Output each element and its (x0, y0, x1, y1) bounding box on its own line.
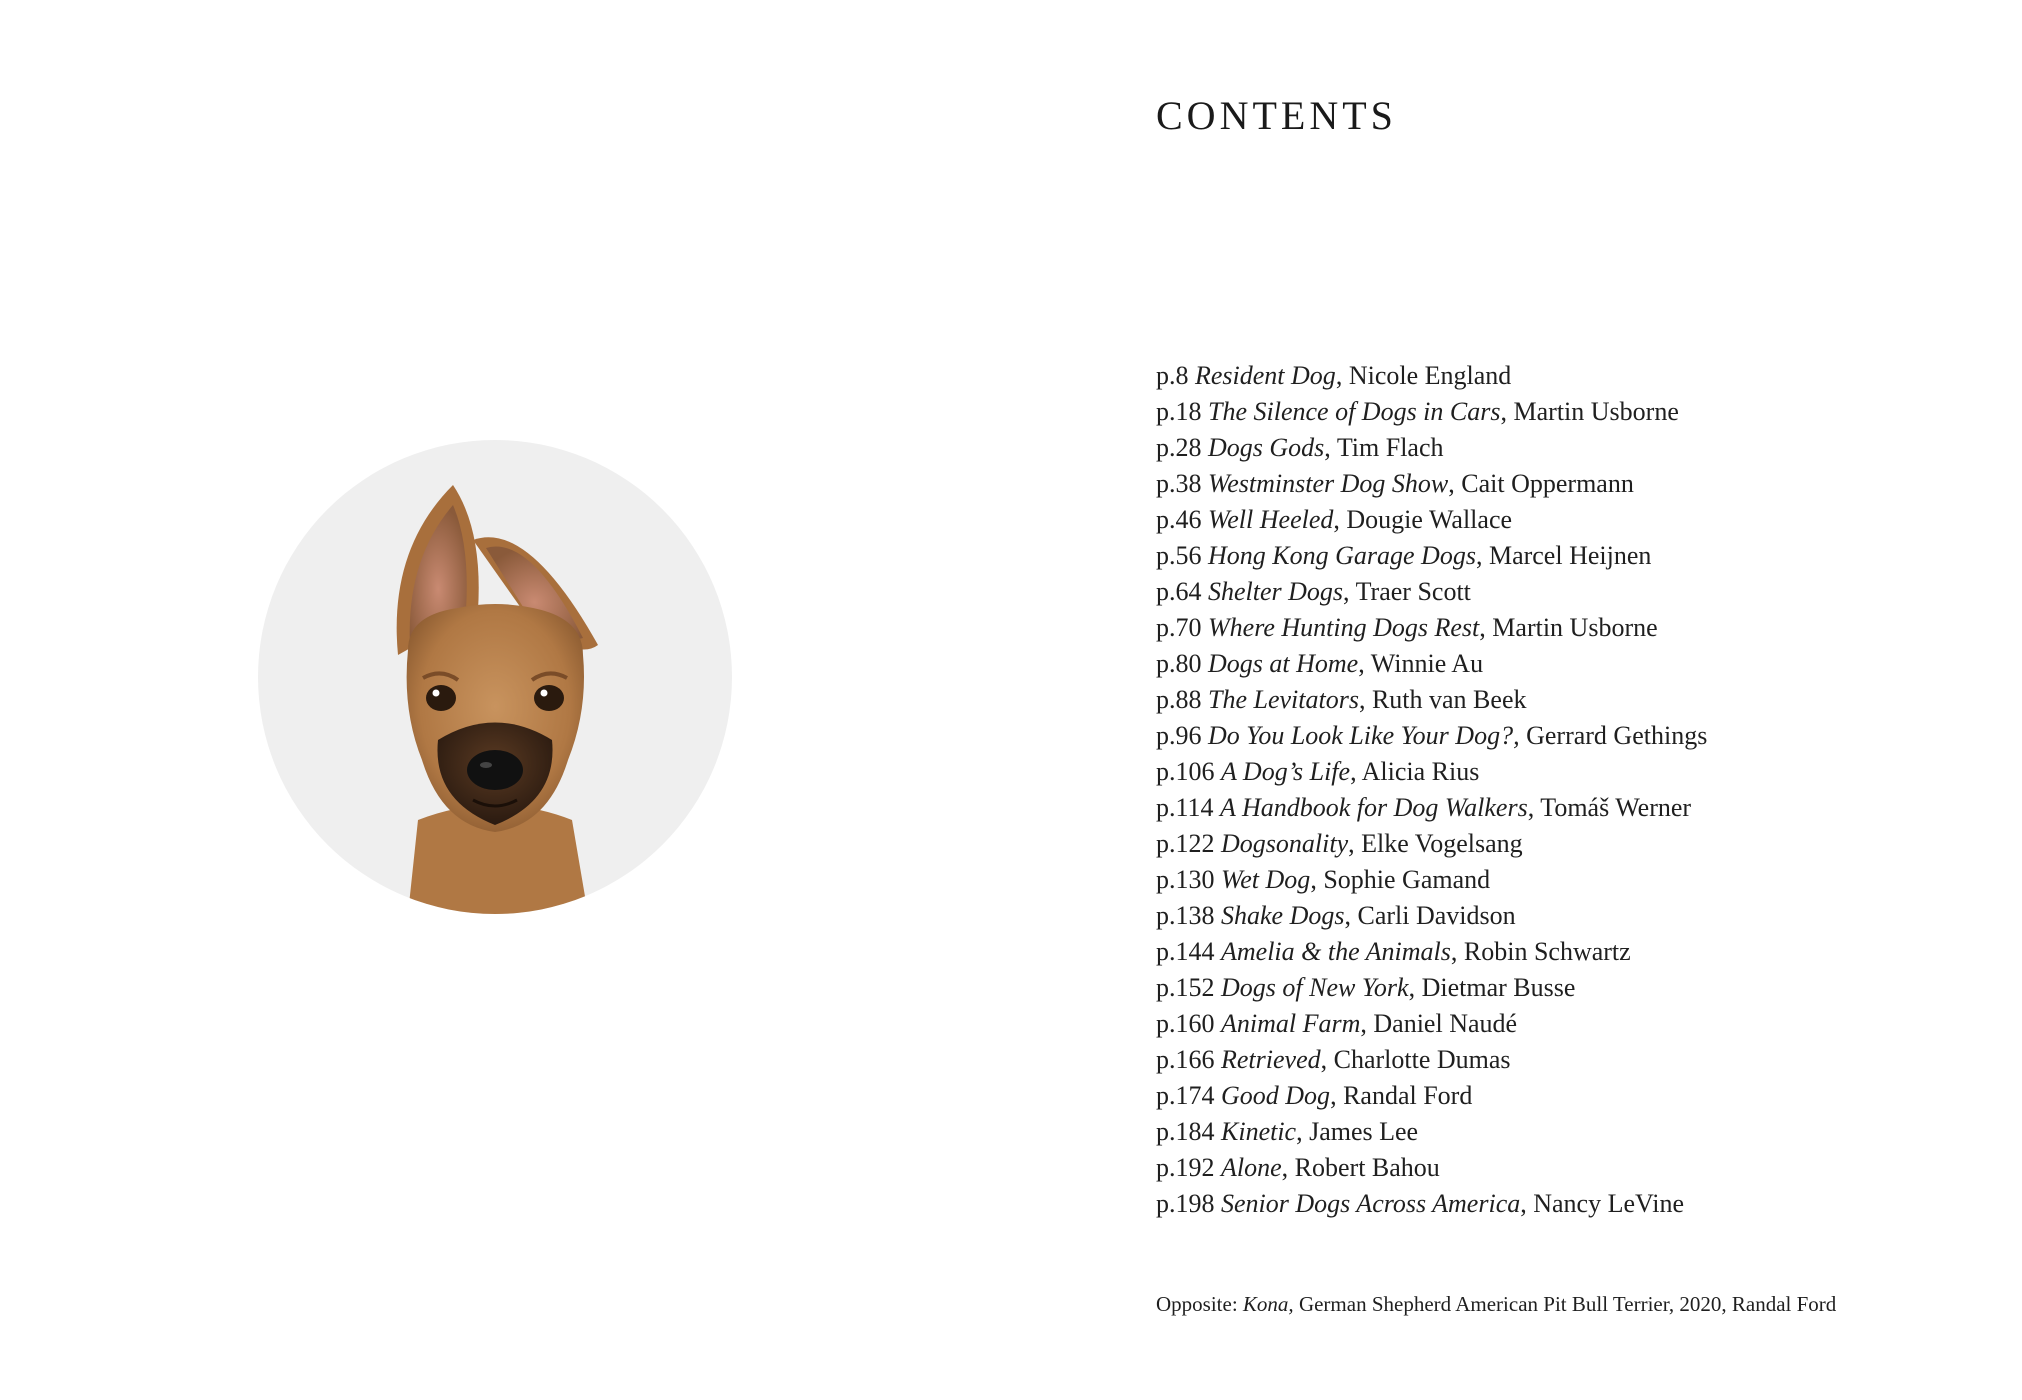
toc-separator: , (1320, 1045, 1334, 1074)
toc-separator: , (1527, 793, 1541, 822)
toc-author: Robert Bahou (1294, 1153, 1440, 1182)
toc-entry (1156, 502, 1707, 538)
toc-separator: , (1350, 757, 1362, 786)
toc-separator: , (1344, 901, 1358, 930)
toc-page-number: p.70 (1156, 613, 1202, 642)
toc-author: Randal Ford (1343, 1081, 1473, 1110)
toc-entry (1156, 826, 1707, 862)
toc-page-number: p.174 (1156, 1081, 1215, 1110)
toc-page-number: p.130 (1156, 865, 1215, 894)
toc-separator: , (1358, 649, 1371, 678)
toc-page-number: p.56 (1156, 541, 1202, 570)
toc-page-number: p.8 (1156, 361, 1189, 390)
toc-separator: , (1333, 505, 1347, 534)
caption-title: Kona, (1242, 1292, 1294, 1316)
toc-chapter-title: Senior Dogs Across America (1221, 1189, 1521, 1218)
toc-chapter-title: The Levitators (1208, 685, 1359, 714)
toc-entry (1156, 538, 1707, 574)
toc-page-number: p.46 (1156, 505, 1202, 534)
toc-chapter-title: Alone (1221, 1153, 1282, 1182)
toc-entry (1156, 862, 1707, 898)
toc-page-number: p.96 (1156, 721, 1202, 750)
toc-separator: , (1500, 397, 1514, 426)
toc-entry (1156, 934, 1707, 970)
toc-author: Alicia Rius (1361, 757, 1480, 786)
toc-author: Ruth van Beek (1371, 685, 1527, 714)
toc-chapter-title: Wet Dog (1221, 865, 1311, 894)
toc-entry (1156, 466, 1707, 502)
toc-author: Carli Davidson (1357, 901, 1516, 930)
toc-entry (1156, 646, 1707, 682)
toc-chapter-title: Westminster Dog Show (1208, 469, 1449, 498)
toc-author: Tomáš Werner (1540, 793, 1692, 822)
toc-entry (1156, 430, 1707, 466)
toc-page-number: p.18 (1156, 397, 1202, 426)
toc-author: Martin Usborne (1513, 397, 1679, 426)
toc-page-number: p.114 (1156, 793, 1214, 822)
dog-portrait-image (258, 440, 732, 914)
contents-heading: CONTENTS (1156, 93, 1397, 138)
toc-chapter-title: Animal Farm (1221, 1009, 1361, 1038)
toc-separator: , (1310, 865, 1324, 894)
toc-separator: , (1330, 1081, 1344, 1110)
toc-author: Gerrard Gethings (1526, 721, 1708, 750)
toc-separator: , (1450, 937, 1464, 966)
toc-chapter-title: Do You Look Like Your Dog?, (1208, 721, 1520, 750)
toc-entry (1156, 610, 1707, 646)
toc-separator: , (1296, 1117, 1310, 1146)
toc-separator: , (1475, 541, 1489, 570)
caption-rest: German Shepherd American Pit Bull Terrier, 2020, Randal Ford (1293, 1292, 1837, 1316)
toc-entry (1156, 718, 1707, 754)
toc-entry (1156, 970, 1707, 1006)
toc-chapter-title: A Dog’s Life (1221, 757, 1351, 786)
toc-page-number: p.160 (1156, 1009, 1215, 1038)
toc-author: Nicole England (1348, 361, 1512, 390)
toc-page-number: p.64 (1156, 577, 1202, 606)
toc-entry (1156, 1114, 1707, 1150)
toc-page-number: p.28 (1156, 433, 1202, 462)
toc-page-number: p.138 (1156, 901, 1215, 930)
toc-separator: , (1408, 973, 1422, 1002)
toc-entry (1156, 790, 1707, 826)
toc-chapter-title: Kinetic (1221, 1117, 1297, 1146)
toc-page-number: p.192 (1156, 1153, 1215, 1182)
toc-separator: , (1343, 577, 1356, 606)
toc-separator: , (1348, 829, 1362, 858)
toc-chapter-title: Dogsonality (1221, 829, 1349, 858)
toc-chapter-title: Retrieved (1221, 1045, 1321, 1074)
dog-illustration (258, 440, 732, 914)
toc-page-number: p.184 (1156, 1117, 1215, 1146)
toc-entry (1156, 1006, 1707, 1042)
photo-caption (1156, 1292, 1836, 1317)
toc-chapter-title: The Silence of Dogs in Cars (1208, 397, 1501, 426)
toc-page-number: p.152 (1156, 973, 1215, 1002)
toc-separator: , (1520, 1189, 1534, 1218)
toc-page-number: p.122 (1156, 829, 1215, 858)
toc-chapter-title: A Handbook for Dog Walkers (1220, 793, 1528, 822)
toc-entry (1156, 574, 1707, 610)
toc-page-number: p.166 (1156, 1045, 1215, 1074)
toc-separator: , (1479, 613, 1493, 642)
toc-separator: , (1360, 1009, 1374, 1038)
toc-separator: , (1448, 469, 1462, 498)
toc-chapter-title: Dogs of New York (1221, 973, 1409, 1002)
toc-page-number: p.80 (1156, 649, 1202, 678)
toc-entry (1156, 358, 1707, 394)
toc-entry (1156, 1186, 1707, 1222)
table-of-contents (1156, 358, 1707, 1222)
toc-chapter-title: Well Heeled (1208, 505, 1334, 534)
toc-author: Marcel Heijnen (1488, 541, 1652, 570)
toc-author: Tim Flach (1336, 433, 1444, 462)
toc-page-number: p.106 (1156, 757, 1215, 786)
toc-author: Winnie Au (1370, 649, 1484, 678)
toc-author: Charlotte Dumas (1333, 1045, 1511, 1074)
toc-chapter-title: Shelter Dogs (1208, 577, 1344, 606)
toc-chapter-title: Resident Dog (1195, 361, 1336, 390)
toc-author: Daniel Naudé (1373, 1009, 1518, 1038)
toc-entry (1156, 682, 1707, 718)
toc-author: Traer Scott (1355, 577, 1471, 606)
toc-entry (1156, 754, 1707, 790)
toc-author: Nancy LeVine (1533, 1189, 1684, 1218)
toc-page-number: p.198 (1156, 1189, 1215, 1218)
toc-entry (1156, 898, 1707, 934)
toc-author: Elke Vogelsang (1361, 829, 1523, 858)
toc-author: Cait Oppermann (1461, 469, 1634, 498)
caption-prefix: Opposite: (1156, 1292, 1243, 1316)
toc-author: James Lee (1309, 1117, 1419, 1146)
toc-page-number: p.88 (1156, 685, 1202, 714)
toc-chapter-title: Shake Dogs (1221, 901, 1345, 930)
toc-author: Dietmar Busse (1421, 973, 1576, 1002)
toc-entry (1156, 1150, 1707, 1186)
toc-separator: , (1281, 1153, 1295, 1182)
toc-chapter-title: Where Hunting Dogs Rest (1208, 613, 1480, 642)
toc-entry (1156, 1042, 1707, 1078)
toc-chapter-title: Hong Kong Garage Dogs (1208, 541, 1476, 570)
toc-page-number: p.38 (1156, 469, 1202, 498)
toc-chapter-title: Good Dog (1221, 1081, 1331, 1110)
toc-separator: , (1358, 685, 1372, 714)
toc-author: Dougie Wallace (1346, 505, 1513, 534)
toc-separator: , (1324, 433, 1337, 462)
toc-entry (1156, 394, 1707, 430)
toc-author: Martin Usborne (1492, 613, 1658, 642)
toc-entry (1156, 1078, 1707, 1114)
toc-author: Sophie Gamand (1323, 865, 1491, 894)
toc-chapter-title: Dogs Gods (1208, 433, 1325, 462)
toc-author: Robin Schwartz (1463, 937, 1631, 966)
toc-chapter-title: Amelia & the Animals (1221, 937, 1451, 966)
toc-page-number: p.144 (1156, 937, 1215, 966)
toc-chapter-title: Dogs at Home (1208, 649, 1359, 678)
toc-separator: , (1335, 361, 1349, 390)
